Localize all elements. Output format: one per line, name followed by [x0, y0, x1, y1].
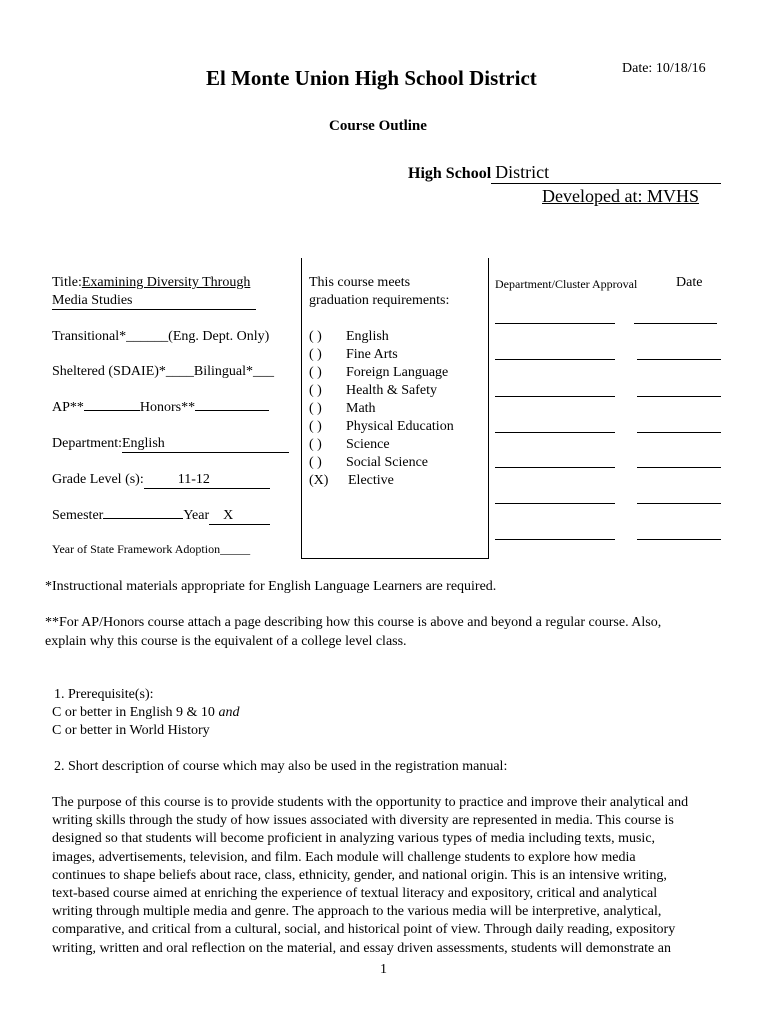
developed-at: Developed at: MVHS	[542, 186, 699, 206]
description-heading: 2. Short description of course which may also be used in the registration manual:	[54, 759, 508, 774]
semester-label: Semester	[52, 508, 104, 523]
course-title-value-2: Media Studies	[52, 293, 256, 310]
list-item: ( ) Foreign Language	[309, 365, 449, 380]
list-item: ( ) Fine Arts	[309, 347, 398, 362]
page-title: El Monte Union High School District	[206, 66, 537, 90]
list-item: ( ) Physical Education	[309, 419, 454, 434]
department-value: English	[122, 436, 289, 453]
year-value: X	[209, 508, 270, 525]
list-item: ( ) Science	[309, 437, 390, 452]
note-ap-honors-2: explain why this course is the equivalent of a college level class.	[45, 634, 407, 649]
note-ap-honors-1: **For AP/Honors course attach a page describing how this course is above and beyond a regular course. Also,	[45, 615, 662, 630]
grade-label: Grade Level (s):	[52, 472, 144, 487]
course-title-line-2	[52, 293, 256, 310]
course-description: The purpose of this course is to provide students with the opportunity to practice and improve their analytical and writing skills through the study of how issues associated with diversity are represented in media. This course is designed so that students will become proficient in analyzing various types of media including texts, music, images, advertisements, television, and film. Each module will challenge students to explore how media continues to shape beliefs about race, class, ethnicity, gender, and national origin. This is an intensive writing, text-based course aimed at enriching the experience of textual literacy and expository, critical and analytical writing through multiple media and genre. The approach to the various media will be interpretive, analytical, comparative, and critical from a cultural, social, and historical point of view. Through daily reading, expository writing, written and oral reflection on the material, and essay driven assessments, students will demonstrate an	[52, 795, 689, 956]
prerequisite-line-2: C or better in World History	[52, 723, 210, 738]
course-title-label: Title:	[52, 275, 82, 290]
grade-value: 11-12	[144, 472, 270, 489]
list-item: ( ) Math	[309, 401, 376, 416]
list-item: ( ) Health & Safety	[309, 383, 437, 398]
course-title-value-1: Examining Diversity Through	[81, 275, 251, 290]
high-school-value: District	[491, 162, 721, 184]
list-item: ( ) Social Science	[309, 455, 429, 470]
course-title-line-1	[52, 275, 277, 291]
ap-honors-field	[52, 400, 269, 416]
approval-date-label: Date	[676, 275, 703, 290]
ap-label: AP**	[52, 400, 84, 415]
grade-level-field	[52, 472, 270, 489]
prerequisites-heading: 1. Prerequisite(s):	[54, 687, 154, 702]
high-school-label: High School	[408, 165, 492, 182]
page-subtitle: Course Outline	[329, 118, 427, 134]
graduation-heading-2: graduation requirements:	[309, 293, 450, 308]
department-field	[52, 436, 289, 453]
framework-field: Year of State Framework Adoption_____	[52, 542, 251, 556]
approval-label: Department/Cluster Approval	[495, 277, 638, 291]
high-school-line	[408, 162, 721, 184]
list-item: (X) Elective	[309, 473, 394, 488]
page-number: 1	[380, 962, 387, 977]
semester-year-field	[52, 508, 270, 525]
transitional-field: Transitional*______(Eng. Dept. Only)	[52, 329, 270, 344]
honors-label: Honors**	[139, 400, 196, 415]
date-text: Date: 10/18/16	[622, 61, 706, 76]
graduation-heading-1: This course meets	[309, 275, 411, 290]
prerequisite-line-1: C or better in English 9 & 10 and	[52, 705, 240, 720]
year-label: Year	[183, 508, 210, 523]
graduation-requirements-list	[309, 328, 454, 490]
department-label: Department:	[52, 436, 122, 451]
list-item: ( ) English	[309, 329, 389, 344]
sheltered-field: Sheltered (SDAIE)*____Bilingual*___	[52, 364, 275, 379]
note-ell: *Instructional materials appropriate for English Language Learners are required.	[45, 579, 497, 594]
